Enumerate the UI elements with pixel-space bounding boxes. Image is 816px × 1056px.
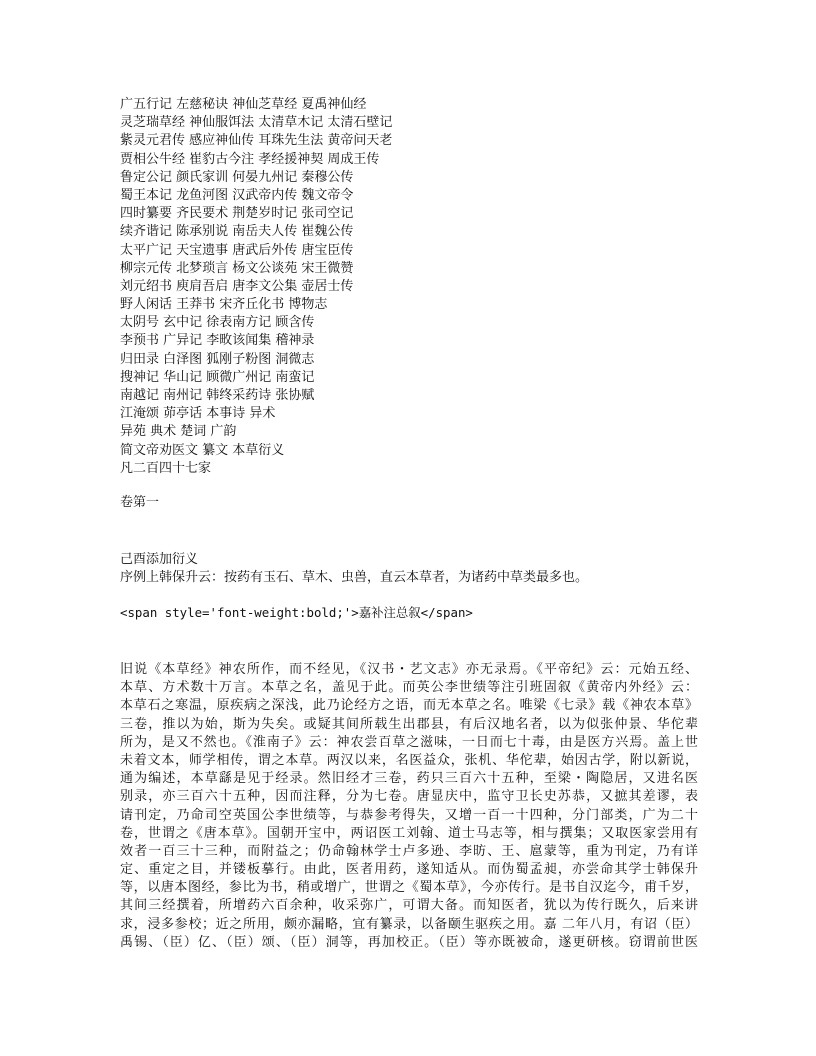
body-text-line: 别录，亦三百六十五种，因而注释，分为七卷。唐显庆中，监守卫长史苏恭，又摭其差谬，表 [120, 789, 698, 805]
book-list-line: 李预书 广异记 李畋该闻集 稽神录 [120, 333, 315, 349]
book-list-line: 鲁定公记 颜氏家训 何晏九州记 秦穆公传 [120, 169, 354, 185]
book-list-line: 续齐谐记 陈承别说 南岳夫人传 崔魏公传 [120, 224, 354, 240]
book-title-list [120, 96, 720, 478]
body-text-line: 定、重定之目，并镂板摹行。由此，医者用药，遂知适从。而伪蜀孟昶，亦尝命其学士韩保升 [120, 862, 698, 878]
book-list-line: 太平广记 天宝遗事 唐武后外传 唐宝臣传 [120, 242, 354, 258]
book-list-line: 灵芝瑞草经 神仙服饵法 太清草木记 太清石壁记 [120, 115, 393, 131]
section-heading: 己酉添加衍义 [120, 552, 199, 567]
body-text-line: 通为编述，本草繇是见于经录。然旧经才三卷，药只三百六十五种，至梁・陶隐居，又进名医 [120, 771, 698, 787]
book-list-line: 搜神记 华山记 顾微广州记 南蛮记 [120, 369, 315, 385]
book-list-line: 南越记 南州记 韩终采药诗 张协赋 [120, 388, 315, 403]
book-list-line: 广五行记 左慈秘诀 神仙芝草经 夏禹神仙经 [120, 97, 367, 112]
book-list-line: 简文帝劝医文 纂文 本草衍义 [120, 442, 285, 458]
book-list-line: 太阴号 玄中记 徐表南方记 顾含传 [120, 315, 315, 331]
book-list-line: 异苑 典术 楚词 广韵 [120, 424, 237, 440]
book-list-line: 紫灵元君传 感应神仙传 耳珠先生法 黄帝问天老 [120, 133, 393, 149]
body-text-line: 禹锡、（臣）亿、（臣）颂、（臣）洞等，再加校正。（臣）等亦既被命，遂更研核。窃谓前世医 [120, 934, 698, 950]
body-text-line: 卷，世谓之《唐本草》。国朝开宝中，两诏医工刘翰、道士马志等，相与撰集；又取医家尝用有 [120, 825, 698, 841]
body-text-line: 等，以唐本图经，参比为书，稍或增广，世谓之《蜀本草》，今亦传行。是书自汉迄今，甫千岁， [120, 880, 698, 896]
book-list-line: 归田录 白泽图 狐刚子粉图 洞微志 [120, 351, 315, 367]
book-list-line: 蜀王本记 龙鱼河图 汉武帝内传 魏文帝令 [120, 187, 354, 203]
body-paragraph [120, 661, 698, 952]
body-text-line: 求，浸多参校；近之所用，颇亦漏略，宜有纂录，以备颐生驱疾之用。嘉 二年八月，有诏（臣） [120, 916, 698, 932]
body-text-line: 三卷，推以为始，斯为失矣。或疑其间所载生出郡县，有后汉地名者，以为似张仲景、华佗辈 [120, 716, 698, 732]
body-text-line: 其间三经撰着，所增药六百余种，收采弥广，可谓大备。而知医者，犹以为传行既久，后来讲 [120, 898, 698, 914]
body-text-line: 请刊定，乃命司空英国公李世绩等，与恭参考得失，又增一百一十四种，分门部类，广为二十 [120, 807, 698, 823]
body-text-line: 旧说《本草经》神农所作，而不经见，《汉书・艺文志》亦无录焉。《平帝纪》云：元始五经、 [120, 662, 698, 677]
book-list-line: 江淹颂 茆亭话 本事诗 异术 [120, 406, 276, 422]
body-text-line: 未着文本，师学相传，谓之本草。两汉以来，名医益众，张机、华佗辈，始因古学，附以新说， [120, 752, 698, 768]
body-text-line: 本草、方术数十万言。本草之名，盖见于此。而英公李世绩等注引班固叙《黄帝内外经》云： [120, 680, 698, 696]
body-text-line: 所为，是又不然也。《淮南子》云：神农尝百草之滋味，一日而七十毒，由是医方兴焉。盖上世 [120, 734, 698, 750]
book-list-line: 四时纂要 齐民要术 荆楚岁时记 张司空记 [120, 206, 354, 222]
raw-markup-line: <span style='font-weight:bold;'>嘉补注总叙</span> [120, 605, 473, 620]
volume-heading: 卷第一 [120, 495, 160, 510]
book-list-line: 刘元绍书 庾肩吾启 唐李文公集 壶居士传 [120, 278, 354, 294]
preface-paragraph: 序例上韩保升云：按药有玉石、草木、虫兽，直云本草者，为诸药中草类最多也。 [120, 570, 589, 585]
book-list-line: 柳宗元传 北梦琐言 杨文公谈苑 宋王微赞 [120, 260, 354, 276]
book-list-line: 凡二百四十七家 [120, 460, 212, 476]
book-list-line: 贾相公牛经 崔豹古今注 孝经援神契 周成王传 [120, 151, 380, 167]
book-list-line: 野人闲话 王莽书 宋齐丘化书 博物志 [120, 297, 328, 313]
body-text-line: 效者一百三十三种，而附益之；仍命翰林学士卢多逊、李昉、王、扈蒙等，重为刊定，乃有详 [120, 843, 698, 859]
body-text-line: 本草石之寒温，原疾病之深浅，此乃论经方之语，而无本草之名。唯梁《七录》载《神农本草》 [120, 698, 698, 714]
